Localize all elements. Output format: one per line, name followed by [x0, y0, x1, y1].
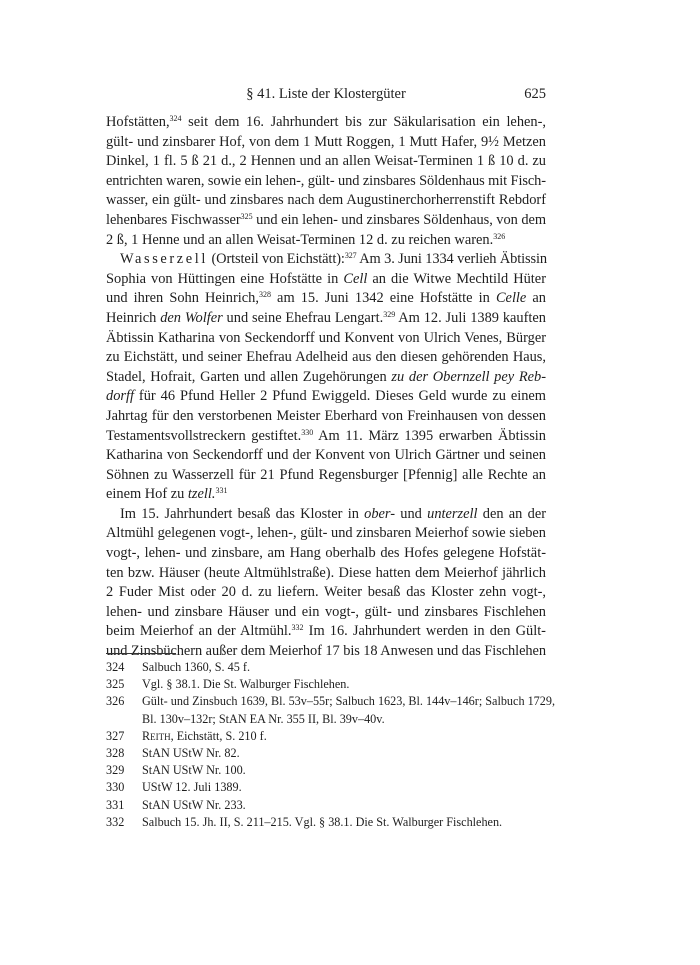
footnote: [106, 745, 546, 762]
footnote: [106, 693, 556, 727]
italic-text: den Wolfer: [160, 309, 223, 326]
text-run: Testamentsvollstreckern gestiftet.: [106, 427, 302, 444]
text-run: an: [526, 290, 547, 307]
text-run: Äbtissin Katharina von Seckendorff und Konvent von Ulrich Venes, Bürger: [106, 329, 546, 346]
footnote: [106, 797, 546, 814]
running-title: § 41. Liste der Klostergüter: [246, 86, 406, 102]
footnote-line: [142, 676, 546, 693]
footnote-number: 332: [106, 814, 125, 829]
place-name: Wasserzell: [120, 251, 208, 268]
text-line: [106, 368, 546, 388]
italic-text: Celle: [495, 290, 527, 307]
text-run: 2 ß, 1 Henne und an allen Weisat-Terminen 12 d. zu reichen waren.: [106, 231, 494, 248]
text-line: [106, 485, 546, 505]
footnote-number: 325: [106, 677, 125, 692]
footnote-line: [142, 728, 546, 745]
text-run: ten bzw. Häuser (heute Altmühlstraße). Diese hatten dem Meierhof jährlich: [106, 564, 546, 581]
text-run: Katharina von Seckendorff und der Konvent von Ulrich Gärtner und seinen: [106, 447, 546, 464]
author-name: Reith: [142, 728, 171, 743]
italic-text: unterzell: [427, 505, 478, 522]
text-run: StAN UStW Nr. 82.: [142, 746, 240, 761]
footnote-text: [142, 814, 546, 831]
text-line: [106, 191, 546, 211]
footnotes: [106, 659, 556, 831]
footnote-reference: 327: [344, 251, 357, 261]
italic-text: Cell: [343, 270, 368, 287]
text-line: [106, 505, 546, 525]
text-line: [106, 427, 546, 447]
footnote-number: 324: [106, 660, 125, 674]
footnote-reference: 329: [383, 309, 396, 319]
text-line: [106, 544, 546, 564]
text-line: [106, 446, 546, 466]
text-line: [106, 309, 546, 329]
footnote-text: [142, 676, 546, 693]
text-line: [106, 583, 546, 603]
page-number: 625: [524, 86, 546, 102]
text-line: [106, 133, 546, 153]
footnote-line: [142, 693, 555, 710]
text-run: Am 3. Juni 1334 verlieh Äbtissin: [356, 251, 548, 268]
text-line: [106, 407, 546, 427]
text-run: beim Meierhof an der Altmühl.: [106, 623, 292, 640]
text-line: [106, 603, 546, 623]
text-run: Söhnen zu Wasserzell für 21 Pfund Regensburger [Pfennig] alle Rechte an: [106, 466, 546, 483]
text-run: Im 15. Jahrhundert besaß das Kloster in: [120, 505, 365, 522]
text-run: lehen- und zinsbare Häuser und ein vogt-, gült- und zinsbares Fischlehen: [106, 603, 546, 620]
text-run: Am 11. März 1395 erwarben Äbtissin: [313, 427, 546, 444]
text-line: [106, 231, 546, 251]
text-run: und Zinsbüchern außer dem Meierhof 17 bis 18 Anwesen und das Fischlehen: [106, 643, 546, 660]
italic-text: dorff: [106, 388, 134, 405]
text-run: StAN UStW Nr. 233.: [142, 797, 246, 812]
text-line: [106, 211, 546, 231]
footnote-reference: 324: [169, 114, 182, 123]
text-run: Stadel, Hofrait, Garten und allen Zugehörungen: [106, 368, 392, 385]
footnote-text: [142, 693, 555, 727]
footnote-reference: 326: [493, 231, 506, 241]
footnote-text: [142, 779, 546, 796]
text-run: seit dem 16. Jahrhundert bis zur Säkularisation ein lehen-,: [181, 114, 546, 130]
text-run: UStW 12. Juli 1389.: [142, 780, 242, 795]
text-run: Salbuch 15. Jh. II, S. 211–215. Vgl. § 38.1. Die St. Walburger Fischlehen.: [142, 814, 503, 829]
text-line: [106, 622, 546, 642]
footnote-text: [142, 728, 546, 745]
text-run: für 46 Pfund Heller 2 Pfund Ewiggeld. Dieses Geld wurde zu einem: [134, 388, 546, 405]
text-line: [106, 152, 546, 172]
text-run: Vgl. § 38.1. Die St. Walburger Fischlehen.: [142, 677, 350, 692]
footnote-line: [142, 659, 546, 676]
footnote-reference: 332: [291, 623, 304, 633]
text-run: Salbuch 1360, S. 45 f.: [142, 660, 250, 674]
body-text: [106, 113, 546, 662]
footnote-text: [142, 745, 546, 762]
text-run: entrichten waren, sowie ein lehen-, gült- und zinsbares Söldenhaus mit Fisch-: [106, 172, 546, 189]
text-line: [106, 172, 546, 192]
footnote-number: 326: [106, 694, 125, 709]
text-run: 2 Fuder Mist oder 20 d. zu liefern. Weiter besaß das Kloster zehn vogt-,: [106, 584, 546, 601]
running-header: [106, 84, 546, 104]
footnote-line: [142, 711, 555, 728]
footnote: [106, 659, 546, 676]
footnote-text: [142, 659, 546, 676]
footnote: [106, 676, 546, 693]
text-line: [106, 113, 546, 133]
footnote-text: [142, 762, 546, 779]
text-run: und seine Ehefrau Lengart.: [222, 309, 384, 326]
text-run: lehenbares Fischwasser: [106, 211, 241, 228]
text-run: Bl. 130v–132r; StAN EA Nr. 355 II, Bl. 39v–40v.: [142, 711, 385, 726]
text-run: zu Eichstätt, und seiner Ehefrau Adelheid aus den diesen gehörenden Haus,: [106, 349, 546, 366]
footnote-number: 331: [106, 797, 125, 812]
text-run: Hofstätten,: [106, 114, 170, 130]
text-line: [106, 289, 546, 309]
footnote-text: [142, 797, 546, 814]
footnote: [106, 779, 546, 796]
text-run: Gült- und Zinsbuch 1639, Bl. 53v–55r; Salbuch 1623, Bl. 144v–146r; Salbuch 1729,: [142, 694, 556, 709]
footnote-line: [142, 779, 546, 796]
text-run: Am 12. Juli 1389 kauften: [395, 309, 546, 326]
text-line: [106, 329, 546, 349]
text-line: [106, 387, 546, 407]
footnote: [106, 762, 546, 779]
italic-text: zu der Obernzell pey Reb-: [391, 368, 546, 385]
text-run: und: [395, 505, 428, 522]
text-run: Altmühl gelegenen vogt-, lehen-, gült- und zinsbaren Meierhof sowie sieben: [106, 525, 546, 542]
text-run: und ein lehen- und zinsbares Söldenhaus, von dem: [252, 211, 547, 228]
footnote-reference: 330: [301, 427, 314, 437]
text-run: , Eichstätt, S. 210 f.: [170, 728, 267, 743]
text-run: Heinrich: [106, 309, 161, 326]
footnote: [106, 728, 546, 745]
footnote-number: 329: [106, 763, 125, 778]
text-run: Sophia von Hüttingen eine Hofstätte in: [106, 270, 344, 287]
text-line: [106, 270, 546, 290]
footnote-number: 328: [106, 746, 125, 761]
text-run: (Ortsteil von Eichstätt):: [207, 251, 345, 268]
italic-text: ober-: [364, 505, 396, 522]
text-run: Dinkel, 1 fl. 5 ß 21 d., 2 Hennen und an allen Weisat-Terminen 1 ß 10 d. zu: [106, 153, 546, 170]
footnote-reference: 325: [240, 211, 253, 221]
text-line: [106, 250, 546, 270]
text-run: gült- und zinsbarer Hof, von dem 1 Mutt Roggen, 1 Mutt Hafer, 9½ Metzen: [106, 133, 546, 150]
text-run: vogt-, lehen- und zinsbare, am Hang oberhalb des Hofes gelegene Hofstät-: [106, 545, 546, 562]
footnote-divider: [106, 653, 176, 654]
footnote-line: [142, 814, 546, 831]
text-run: einem Hof zu: [106, 486, 188, 503]
text-run: den an der: [477, 505, 546, 522]
footnote-line: [142, 762, 546, 779]
italic-text: tzell.: [187, 486, 216, 503]
footnote-line: [142, 797, 546, 814]
text-run: StAN UStW Nr. 100.: [142, 763, 246, 778]
text-line: [106, 524, 546, 544]
text-line: [106, 466, 546, 486]
footnote-line: [142, 745, 546, 762]
text-run: Im 16. Jahrhundert werden in den Gült-: [303, 623, 546, 640]
text-line: [106, 348, 546, 368]
footnote-number: 330: [106, 780, 125, 795]
footnote-reference: 331: [215, 486, 228, 496]
text-run: am 15. Juni 1342 eine Hofstätte in: [270, 290, 496, 307]
footnote-reference: 328: [258, 290, 271, 300]
text-run: und ihren Sohn Heinrich,: [106, 290, 259, 307]
text-line: [106, 564, 546, 584]
text-run: an die Witwe Mechtild Hüter: [367, 270, 546, 287]
footnote-number: 327: [106, 728, 125, 743]
text-run: Jahrtag für den verstorbenen Meister Eberhard von Freinhausen von dessen: [106, 407, 546, 424]
text-run: wasser, ein gült- und zinsbares nach dem Augustinerchorherrenstift Rebdorf: [106, 192, 546, 209]
footnote: [106, 814, 546, 831]
